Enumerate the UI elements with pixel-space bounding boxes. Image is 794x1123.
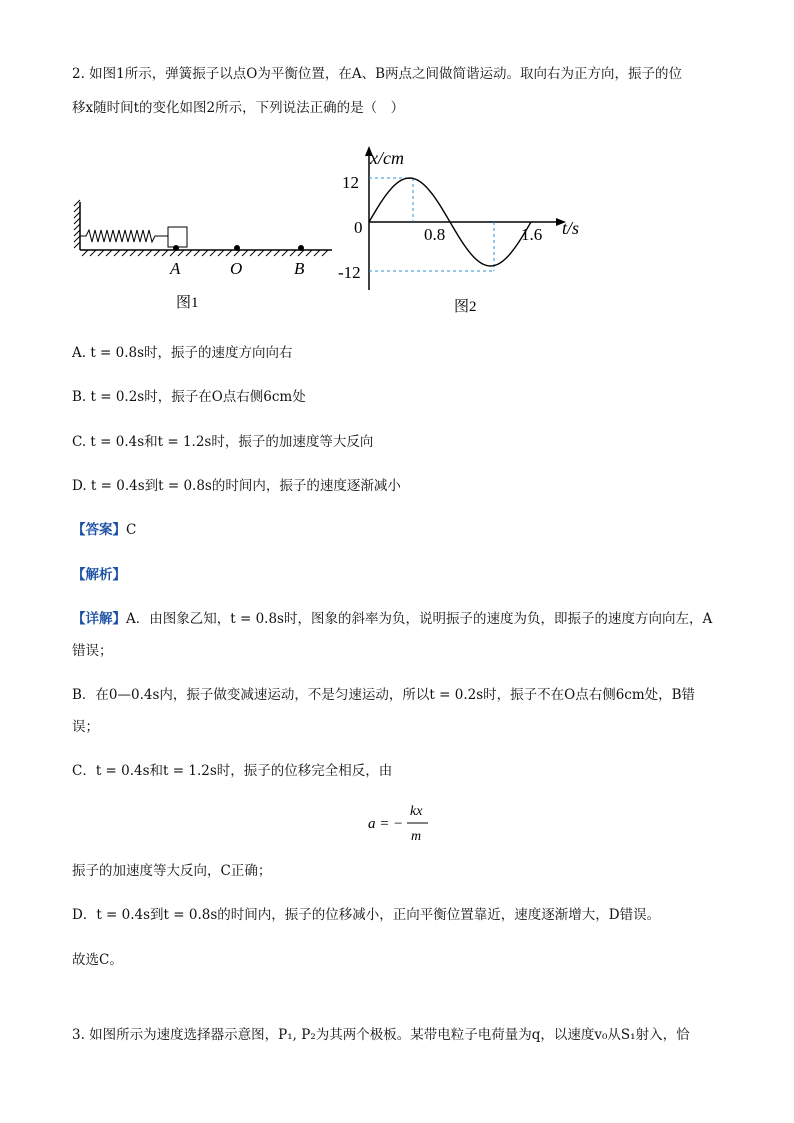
tick-x-0-8: 0.8	[424, 225, 446, 244]
question3-line1: 3. 如图所示为速度选择器示意图，P₁, P₂为其两个极板。某带电粒子电荷量为q，以速度v₀从S₁射入，恰	[72, 1027, 690, 1043]
point-a-dot	[173, 245, 179, 251]
label-b: B	[294, 259, 305, 278]
option-d: D. t = 0.4s到t = 0.8s的时间内，振子的速度逐渐减小	[72, 478, 401, 494]
acceleration-formula	[366, 800, 446, 846]
wall-hatching	[74, 200, 80, 248]
formula-lhs: a = −	[368, 816, 404, 832]
label-o: O	[230, 259, 243, 278]
detail-b-continued: 误；	[72, 719, 99, 735]
answer-value: C	[126, 522, 137, 538]
tick-y-positive: 12	[342, 173, 359, 192]
detail-d-line: D．t = 0.4s到t = 0.8s的时间内，振子的位移减小，正向平衡位置靠近，速度逐渐增大，D错误。	[72, 907, 661, 923]
detail-c-line: C．t = 0.4s和t = 1.2s时，振子的位移完全相反，由	[72, 763, 393, 779]
option-b: B. t = 0.2s时，振子在O点右侧6cm处	[72, 389, 306, 405]
ground-hatching	[82, 250, 328, 256]
y-axis-label: x/cm	[370, 148, 404, 168]
figure2-caption: 图2	[454, 299, 477, 315]
detail-a-line	[72, 609, 712, 629]
answer-tag: 【答案】	[72, 522, 126, 538]
figure1-spring-oscillator	[70, 196, 340, 316]
tick-zero: 0	[354, 218, 363, 237]
detail-b-line: B．在0—0.4s内，振子做变减速运动，不是匀速运动，所以t = 0.2s时，振子不在O点右侧6cm处，B错	[72, 687, 696, 703]
detail-tag: 【详解】	[72, 611, 126, 627]
option-a: A. t = 0.8s时，振子的速度方向向右	[72, 345, 293, 361]
analysis-tag: 【解析】	[72, 567, 126, 583]
answer-line	[72, 520, 136, 540]
oscillator-block	[168, 227, 187, 247]
detail-c-continued: 振子的加速度等大反向，C正确；	[72, 863, 272, 879]
detail-a-text: A．由图象乙知，t = 0.8s时，图象的斜率为负，说明振子的速度为负，即振子的速度方向向左，A	[126, 611, 713, 627]
tick-x-1-6: 1.6	[521, 225, 543, 244]
option-c: C. t = 0.4s和t = 1.2s时，振子的加速度等大反向	[72, 434, 374, 450]
question2-line2: 移x随时间t的变化如图2所示，下列说法正确的是（ ）	[72, 100, 405, 116]
point-o-dot	[234, 245, 240, 251]
point-b-dot	[298, 245, 304, 251]
spring-coil	[80, 230, 168, 242]
formula-numerator: kx	[410, 804, 423, 819]
conclusion-line: 故选C。	[72, 952, 123, 968]
detail-a-continued: 错误；	[72, 643, 113, 659]
label-a: A	[170, 259, 181, 278]
x-axis-label: t/s	[562, 218, 580, 238]
analysis-line	[72, 565, 126, 585]
figure2-displacement-time-graph	[334, 144, 594, 320]
question2-line1: 2. 如图1所示，弹簧振子以点O为平衡位置，在A、B两点之间做简谐运动。取向右为正方向，振子的位	[72, 66, 682, 82]
formula-denominator: m	[411, 829, 422, 844]
figure1-caption: 图1	[176, 295, 199, 311]
tick-y-negative: -12	[338, 263, 361, 282]
